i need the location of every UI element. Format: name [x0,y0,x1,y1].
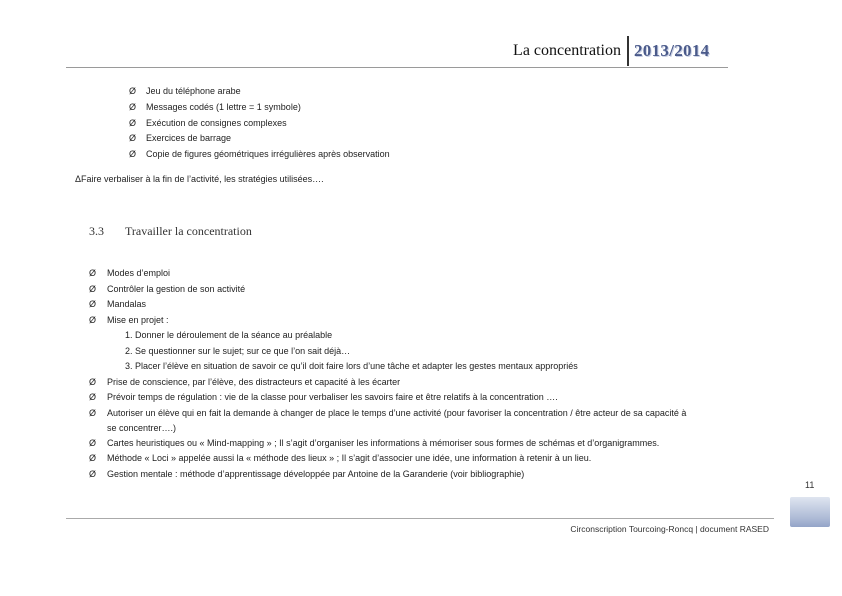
list-item: Ø Exécution de consignes complexes [146,116,390,132]
header-rule [66,67,728,68]
numbered-sub-item: 2. Se questionner sur le sujet; sur ce que l’on sait déjà… [125,345,351,356]
arrow-bullet-icon: Ø [89,407,97,418]
list-item: Ø Cartes heuristiques ou « Mind-mapping » ; Il s’agit d’organiser les informations à mémoriser sous formes de schémas et d’organigrammes. [107,436,686,452]
arrow-bullet-icon: Ø [89,299,97,309]
list-item: Ø Messages codés (1 lettre = 1 symbole) [146,100,390,116]
arrow-bullet-icon: Ø [89,283,97,294]
document-year: 2013/2014 [634,41,710,60]
arrow-bullet-icon: Ø [129,86,137,96]
list-item: Ø Contrôler la gestion de son activité [107,282,686,298]
verbalize-note: ΔFaire verbaliser à la fin de l’activité, les stratégies utilisées…. [75,174,324,184]
header-separator [627,36,629,66]
arrow-bullet-icon: Ø [129,117,137,128]
list-item: Ø Méthode « Loci » appelée aussi la « méthode des lieux » ; Il s’agit d’associer une idée, une information à retenir à un lieu. [107,451,686,467]
list-item: Ø Autoriser un élève qui en fait la demande à changer de place le temps d’une activité (pour favoriser la concentration / être acteur de sa capacité à [107,406,686,422]
list-item: Ø Gestion mentale : méthode d’apprentissage développée par Antoine de la Garanderie (voir bibliographie) [107,467,686,483]
page-tab-decoration [790,497,830,527]
arrow-bullet-icon: Ø [89,437,97,448]
arrow-bullet-icon: Ø [89,392,97,402]
arrow-bullet-icon: Ø [89,468,97,479]
list-item: Ø Exercices de barrage [146,131,390,147]
methods-list [89,266,687,482]
footer-rule [66,518,774,519]
list-item: Ø Mandalas [107,297,686,313]
footer-text: Circonscription Tourcoing-Roncq | document RASED [570,524,769,534]
list-item: Ø Copie de figures géométriques irrégulières après observation [146,147,390,163]
numbered-sub-item: 1. Donner le déroulement de la séance au préalable [125,330,333,340]
page-number: 11 [805,480,815,490]
list-item: Ø Jeu du téléphone arabe [146,84,390,100]
arrow-bullet-icon: Ø [89,314,97,325]
list-item: Ø Prise de conscience, par l’élève, des distracteurs et capacité à les écarter [107,375,686,391]
numbered-sub-item: 3. Placer l’élève en situation de savoir ce qu’il doit faire lors d’une tâche et adapter les gestes mentaux appropriés [125,361,578,371]
arrow-bullet-icon: Ø [129,133,137,144]
list-item-continuation: se concentrer….) [107,423,177,433]
list-item: Ø Prévoir temps de régulation : vie de la classe pour verbaliser les savoirs faire et être relatifs à la concentration …. [107,390,686,406]
section-number: 3.3 [89,224,104,238]
list-item: Ø Modes d’emploi [107,266,686,282]
section-title: Travailler la concentration [125,224,252,238]
arrow-bullet-icon: Ø [89,376,97,387]
activities-list [129,84,390,163]
arrow-bullet-icon: Ø [89,268,97,278]
arrow-bullet-icon: Ø [89,453,97,463]
list-item: Ø Mise en projet : [107,313,686,329]
arrow-bullet-icon: Ø [129,101,137,112]
document-title: La concentration [513,42,621,59]
arrow-bullet-icon: Ø [129,149,137,160]
